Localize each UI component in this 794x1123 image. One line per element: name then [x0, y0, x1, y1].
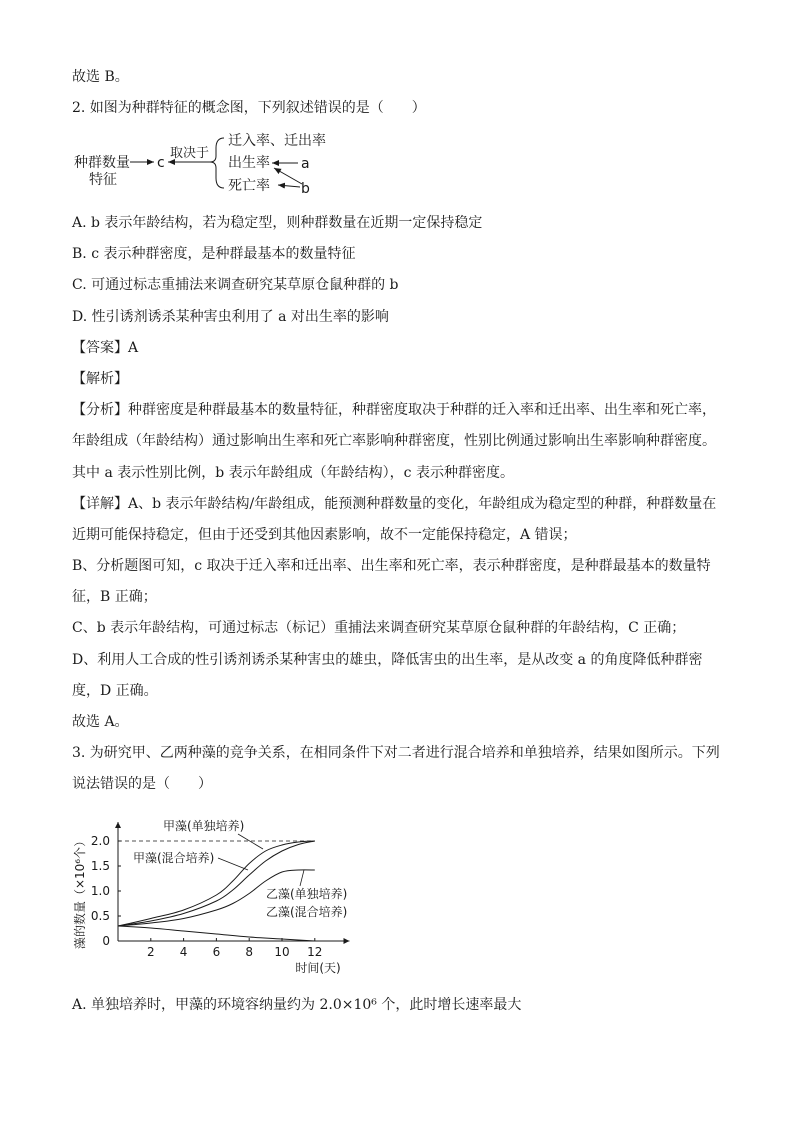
- series-label: 乙藻(混合培养): [266, 905, 348, 919]
- node-c: c: [157, 155, 165, 171]
- chart-xlabel: 时间(天): [295, 961, 341, 975]
- x-tick-label: 10: [274, 945, 290, 959]
- question-3-stem-2: 说法错误的是（ ）: [72, 776, 212, 792]
- option-3a: A. 单独培养时，甲藻的环境容纳量约为 2.0×10⁶ 个，此时增长速率最大: [72, 997, 522, 1013]
- brace: [210, 138, 224, 188]
- detail-line-7: 度，D 正确。: [72, 683, 158, 699]
- series-label: 甲藻(混合培养): [133, 851, 215, 865]
- analysis-line-1: 【分析】种群密度是种群最基本的数量特征，种群密度取决于种群的迁入率和迁出率、出生率和死亡率，: [72, 402, 716, 418]
- series-leader-line: [238, 834, 263, 849]
- node-b: b: [301, 181, 310, 197]
- y-tick-label: 1.0: [90, 884, 110, 898]
- detail-line-5: C、b 表示年龄结构，可通过标志（标记）重捕法来调查研究某草原仓鼠种群的年龄结构，C 正确；: [72, 620, 686, 636]
- x-tick-label: 4: [179, 945, 188, 959]
- node-birth-rate: 出生率: [228, 155, 270, 171]
- option-2d: D. 性引诱剂诱杀某种害虫利用了 a 对出生率的影响: [72, 309, 389, 325]
- series-label: 乙藻(单独培养): [266, 887, 348, 901]
- question-3-stem-1: 3. 为研究甲、乙两种藻的竞争关系，在相同条件下对二者进行混合培养和单独培养，结果如图所示。下列: [72, 745, 720, 761]
- detail-line-3: B、分析题图可知，c 取决于迁入率和迁出率、出生率和死亡率，表示种群密度，是种群最基本的数量特: [72, 558, 711, 574]
- analysis-line-3: 其中 a 表示性别比例，b 表示年龄组成（年龄结构），c 表示种群密度。: [72, 465, 514, 481]
- population-label-line2: 特征: [89, 172, 117, 188]
- y-tick-label: 2.0: [90, 834, 110, 848]
- arrow-b-to-death: [278, 185, 300, 187]
- x-tick-label: 2: [146, 945, 155, 959]
- series-leader-line: [218, 858, 248, 870]
- detail-line-1: 【详解】A、b 表示年龄结构/年龄组成，能预测种群数量的变化，年龄组成为稳定型的种群，种群数量在: [72, 496, 717, 512]
- y-tick-label: 1.5: [90, 859, 110, 873]
- node-death-rate: 死亡率: [228, 178, 270, 194]
- option-2c: C. 可通过标志重捕法来调查研究某草原仓鼠种群的 b: [72, 277, 399, 293]
- depends-on-label: 取决于: [170, 146, 210, 161]
- series-leader-line: [300, 870, 304, 886]
- conclusion: 故选 A。: [72, 714, 129, 730]
- x-tick-label: 12: [307, 945, 323, 959]
- text-line-1: 故选 B。: [72, 69, 129, 85]
- detail-line-2: 近期可能保持稳定，但由于还受到其他因素影响，故不一定能保持稳定，A 错误；: [72, 527, 577, 543]
- series-label: 甲藻(单独培养): [163, 819, 245, 833]
- chart-ylabel: 藻的数量（×10⁶个）: [73, 834, 87, 950]
- node-migration: 迁入率、迁出率: [228, 133, 326, 149]
- analysis-heading: 【解析】: [72, 371, 128, 387]
- detail-line-4: 征，B 正确；: [72, 589, 157, 605]
- y-tick-label: 0.5: [90, 909, 110, 923]
- analysis-line-2: 年龄组成（年龄结构）通过影响出生率和死亡率影响种群密度，性别比例通过影响出生率影响种群密度。: [72, 433, 716, 449]
- arrow-b-to-birth: [274, 168, 302, 184]
- x-tick-label: 8: [245, 945, 254, 959]
- concept-map: [72, 128, 372, 198]
- detail-line-6: D、利用人工合成的性引诱剂诱杀某种害虫的雄虫，降低害虫的出生率，是从改变 a 的角度降低种群密: [72, 652, 703, 668]
- algae-chart: [68, 814, 368, 980]
- node-a: a: [301, 156, 310, 172]
- x-tick-label: 6: [212, 945, 221, 959]
- option-2b: B. c 表示种群密度，是种群最基本的数量特征: [72, 246, 356, 262]
- option-2a: A. b 表示年龄结构，若为稳定型，则种群数量在近期一定保持稳定: [72, 215, 483, 231]
- question-2-stem: 2. 如图为种群特征的概念图，下列叙述错误的是（ ）: [72, 100, 426, 116]
- y-tick-label: 0: [102, 934, 110, 948]
- population-label-line1: 种群数量: [74, 155, 130, 171]
- answer-label: 【答案】A: [72, 340, 139, 356]
